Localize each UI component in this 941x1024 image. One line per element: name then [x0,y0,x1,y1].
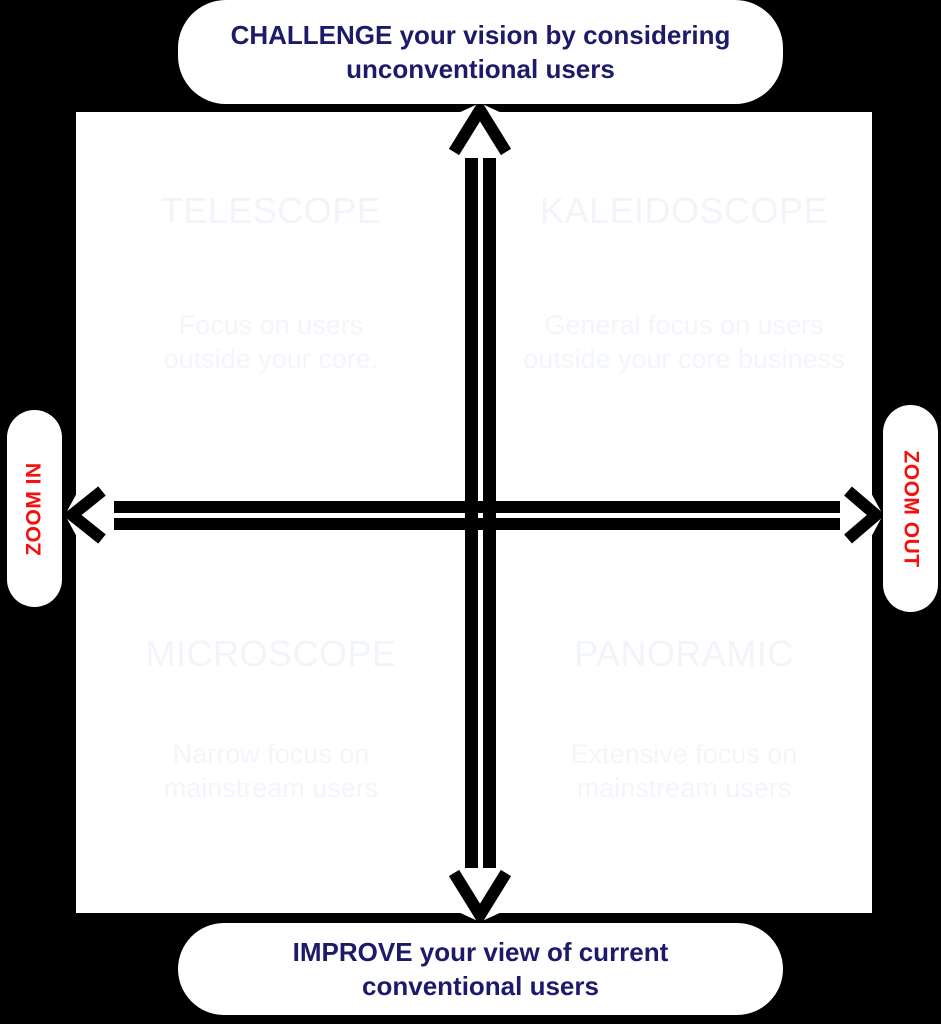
quadrant-description: Narrow focus on mainstream users [163,739,379,803]
right-axis-label: ZOOM OUT [899,449,923,568]
quadrant-title: PANORAMIC [574,633,794,674]
quadrant-kaleidoscope [496,112,872,500]
quadrant-title: KALEIDOSCOPE [539,190,829,231]
right-axis-label-pill [883,405,938,612]
bottom-axis-label-pill [178,923,783,1015]
quadrant-description: General focus on users outside your core business [523,310,845,374]
bottom-axis-label: IMPROVE your view of current conventional users [292,937,669,1001]
quadrant-microscope [76,525,466,913]
quadrant-telescope [76,112,466,500]
horizontal-axis-line [114,501,840,513]
top-axis-label: CHALLENGE your vision by considering unconventional users [230,20,731,84]
top-axis-label-pill [178,0,783,104]
left-axis-label: ZOOM IN [22,461,46,556]
left-axis-label-pill [7,410,62,607]
quadrant-description: Focus on users outside your core. [163,310,379,374]
quadrant-title: MICROSCOPE [145,633,397,674]
quadrant-title: TELESCOPE [160,190,382,231]
quadrant-panoramic [496,525,872,913]
quadrant-description: Extensive focus on mainstream users [570,739,798,803]
